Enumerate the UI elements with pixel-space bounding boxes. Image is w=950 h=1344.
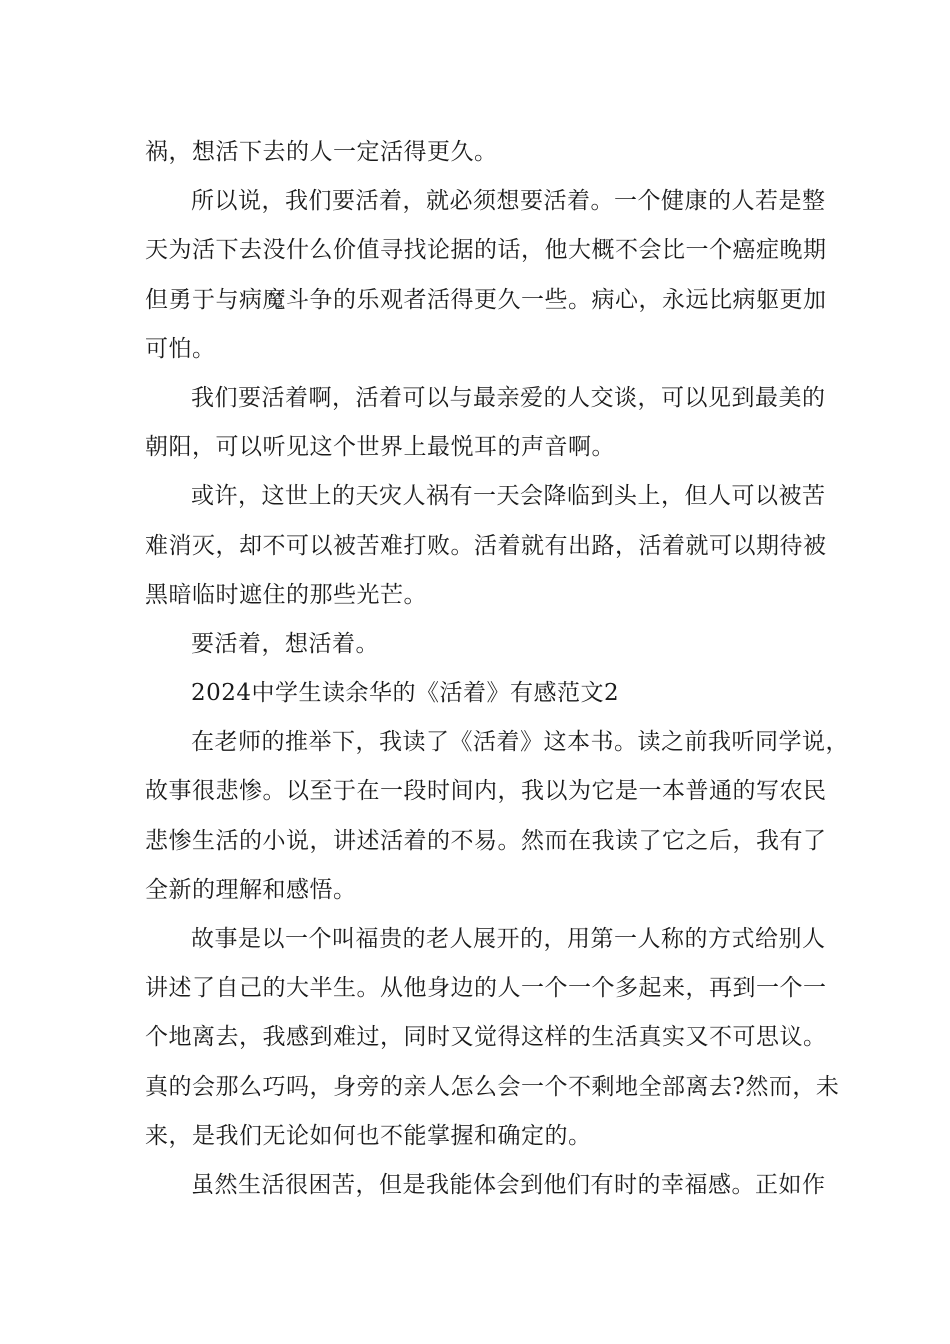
text-line: 天为活下去没什么价值寻找论据的话，他大概不会比一个癌症晚期 — [145, 237, 827, 264]
body-text — [145, 128, 849, 1210]
text-line: 故事很悲惨。以至于在一段时间内，我以为它是一本普通的写农民 — [145, 778, 827, 805]
text-line: 祸，想活下去的人一定活得更久。 — [145, 139, 498, 165]
text-line: 虽然生活很困苦，但是我能体会到他们有时的幸福感。正如作 — [191, 1171, 826, 1198]
text-line: 或许，这世上的天灾人祸有一天会降临到头上，但人可以被苦 — [191, 483, 826, 510]
text-line: 可怕。 — [145, 335, 216, 362]
text-line: 来，是我们无论如何也不能掌握和确定的。 — [145, 1122, 592, 1149]
text-line: 个地离去，我感到难过，同时又觉得这样的生活真实又不可思议。 — [145, 1024, 827, 1051]
text-line: 讲述了自己的大半生。从他身边的人一个一个多起来，再到一个一 — [145, 975, 827, 1002]
text-line: 故事是以一个叫福贵的老人展开的，用第一人称的方式给别人 — [191, 926, 826, 952]
text-line: 在老师的推举下，我读了《活着》这本书。读之前我听同学说， — [191, 729, 849, 756]
text-line: 要活着，想活着。 — [191, 630, 379, 657]
text-line: 黑暗临时遮住的那些光芒。 — [145, 581, 427, 608]
text-line: 2024中学生读余华的《活着》有感范文2 — [191, 680, 620, 707]
text-line: 但勇于与病魔斗争的乐观者活得更久一些。病心，永远比病躯更加 — [145, 286, 827, 313]
text-line: 难消灭，却不可以被苦难打败。活着就有出路，活着就可以期待被 — [145, 532, 827, 559]
text-line: 朝阳，可以听见这个世界上最悦耳的声音啊。 — [145, 434, 615, 461]
text-line: 全新的理解和感悟。 — [145, 876, 357, 903]
text-line: 我们要活着啊，活着可以与最亲爱的人交谈，可以见到最美的 — [191, 384, 826, 411]
text-line: 真的会那么巧吗，身旁的亲人怎么会一个不剩地全部离去?然而，未 — [145, 1073, 840, 1100]
text-line: 所以说，我们要活着，就必须想要活着。一个健康的人若是整 — [191, 188, 826, 215]
text-line: 悲惨生活的小说，讲述活着的不易。然而在我读了它之后，我有了 — [145, 827, 827, 854]
